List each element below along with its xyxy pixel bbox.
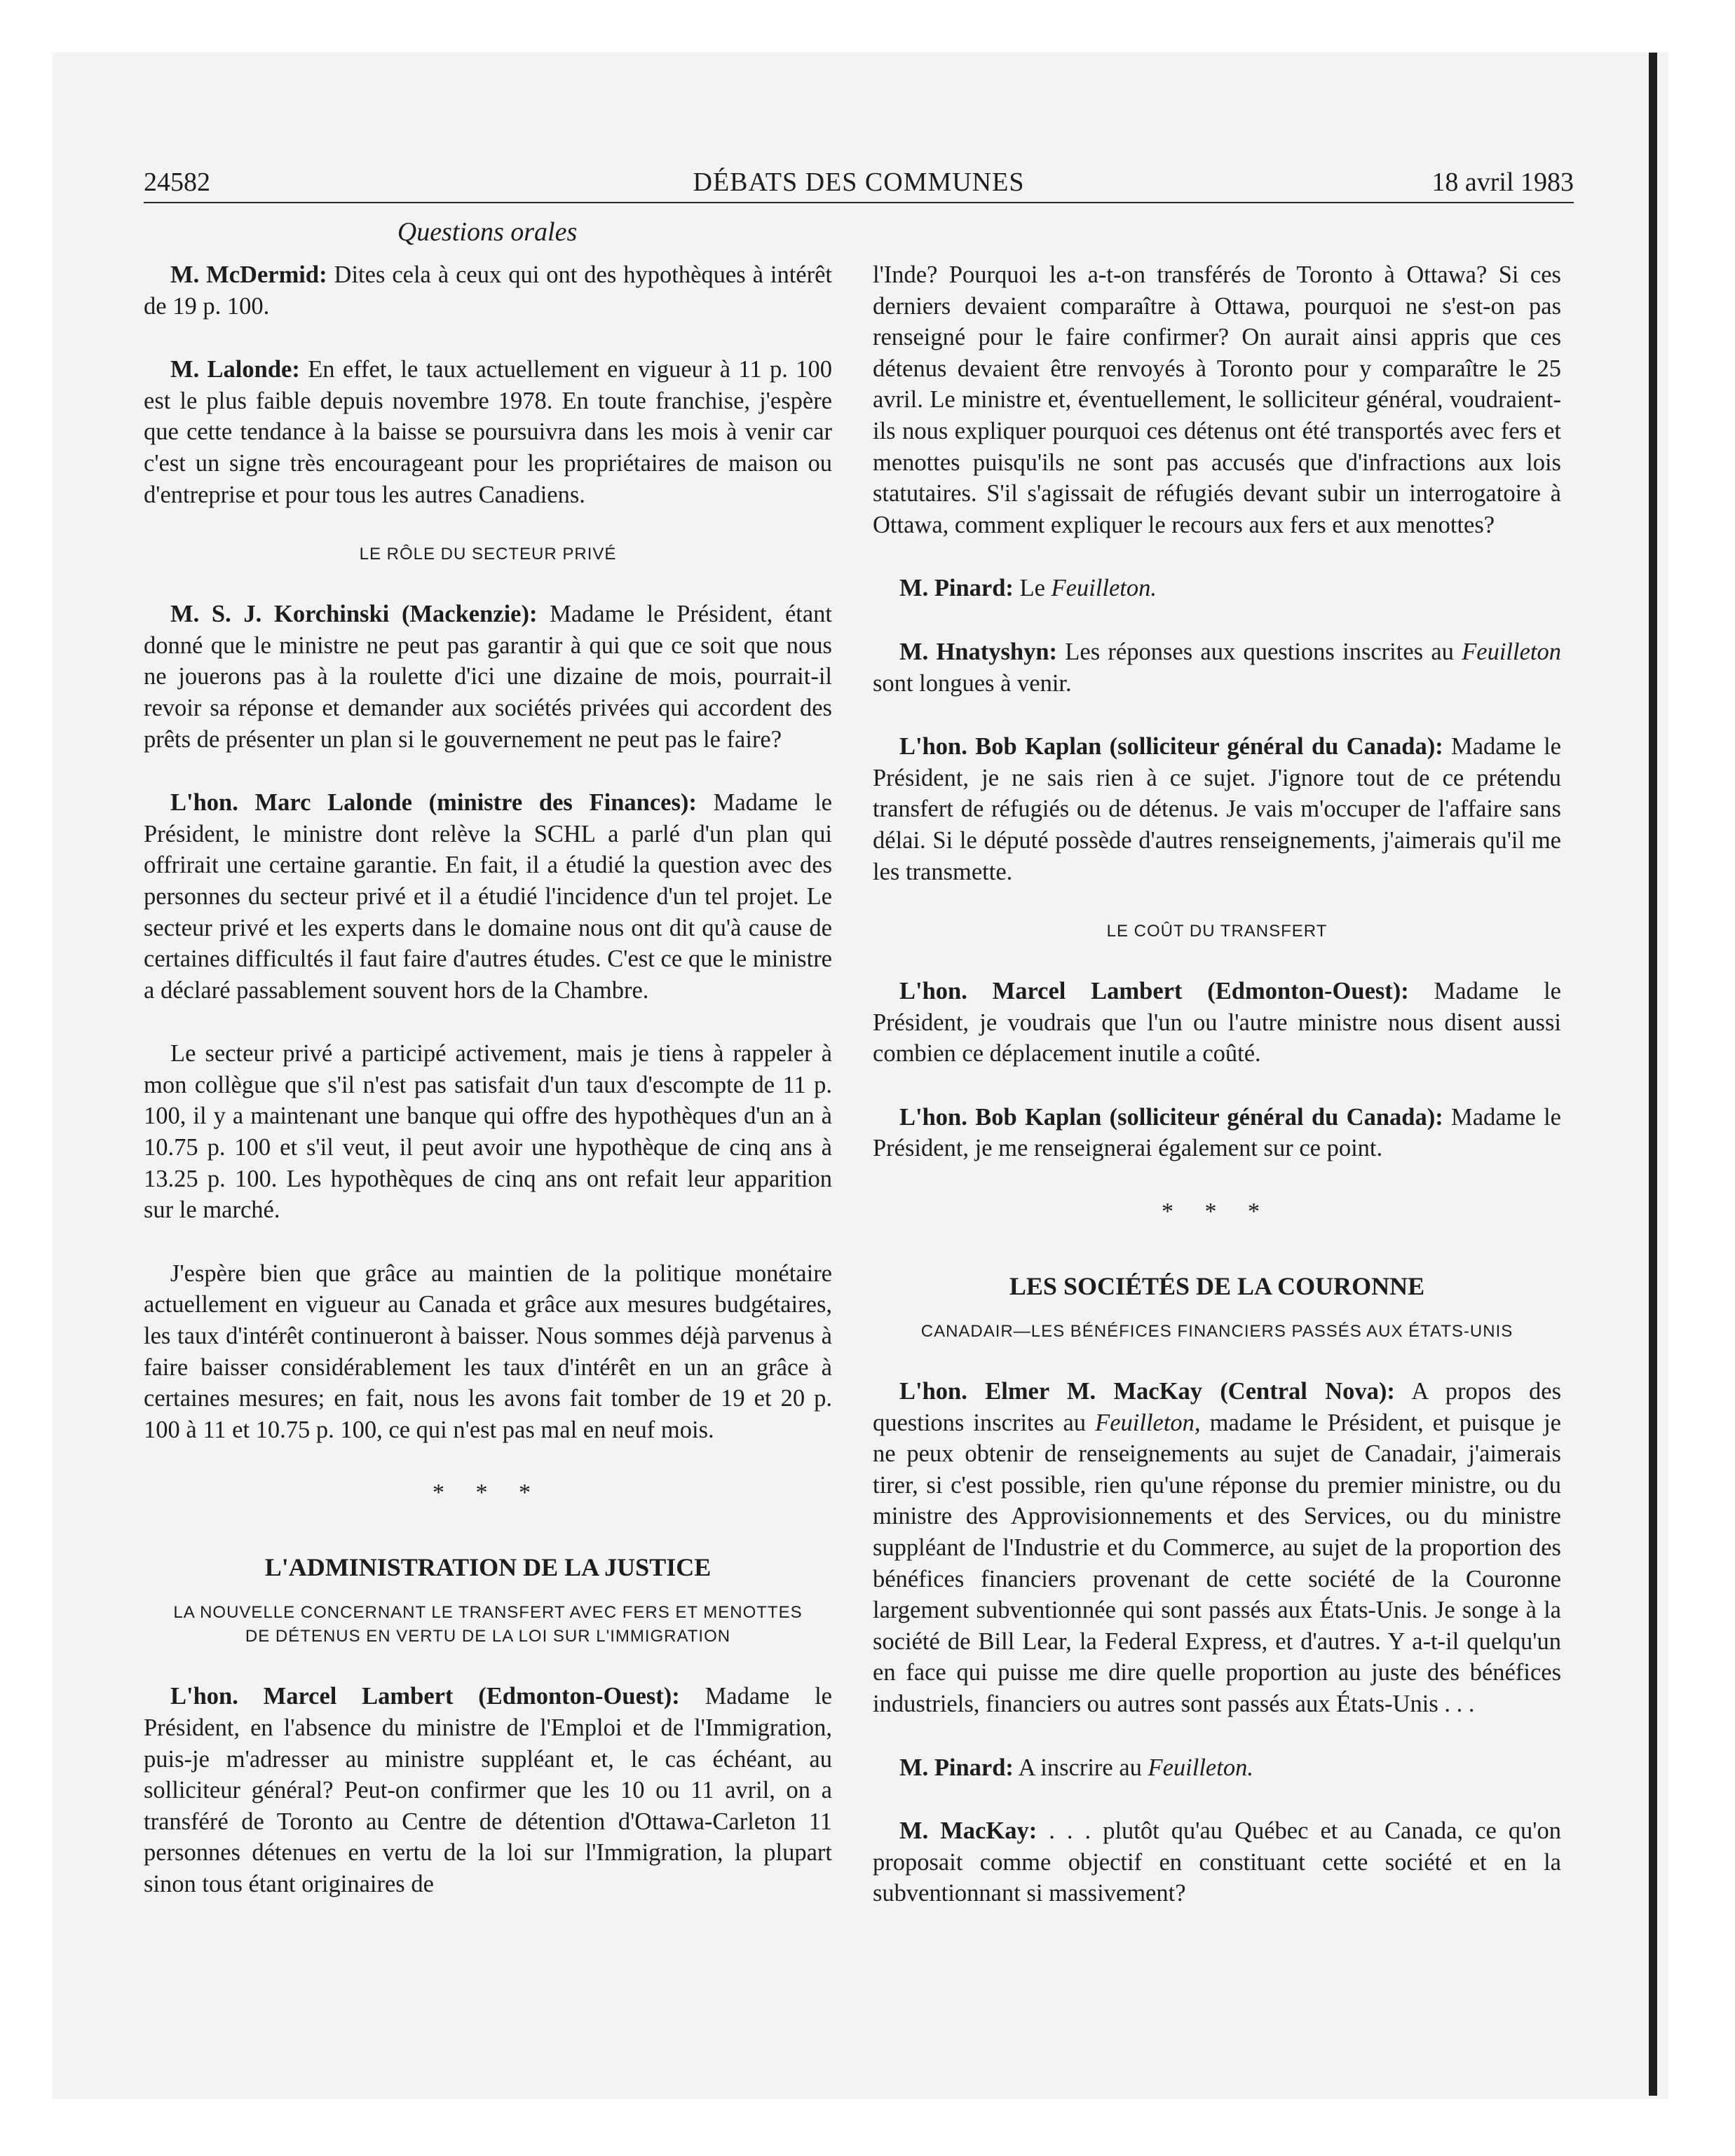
- publication-title: DÉBATS DES COMMUNES: [693, 168, 1025, 197]
- speaker: L'hon. Elmer M. MacKay (Central Nova):: [899, 1378, 1395, 1405]
- italic-text: Feuilleton.: [1051, 575, 1157, 602]
- paragraph: [873, 1752, 1561, 1784]
- major-heading: L'ADMINISTRATION DE LA JUSTICE: [264, 1553, 712, 1582]
- publication-date: 18 avril 1983: [1431, 168, 1574, 197]
- speaker: M. Pinard:: [899, 575, 1014, 602]
- paragraph-text: . . . plutôt qu'au Québec et au Canada, ce qu'on proposait comme objectif en constituant cette société et en la subventionnant si massivement?: [873, 1817, 1562, 1907]
- speaker: M. McDermid:: [170, 261, 327, 288]
- paragraph-text: Madame le Président, je me renseignerai également sur ce point.: [873, 1103, 1561, 1162]
- paragraph: [873, 1376, 1561, 1720]
- paragraph: [873, 573, 1561, 604]
- speaker: L'hon. Marcel Lambert (Edmonton-Ouest):: [899, 978, 1409, 1005]
- subheading: LA NOUVELLE CONCERNANT LE TRANSFERT AVEC FERS ET MENOTTES DE DÉTENUS EN VERTU DE LA LOI SUR L'IMMIGRATION: [173, 1603, 803, 1646]
- paragraph: [144, 787, 832, 1006]
- subheading: LE RÔLE DU SECTEUR PRIVÉ: [359, 545, 617, 564]
- paragraph-text: Dites cela à ceux qui ont des hypothèques à intérêt de 19 p. 100.: [144, 261, 833, 320]
- running-header: [144, 163, 1574, 203]
- section-separator: * * *: [433, 1480, 543, 1506]
- paragraph-text: sont longues à venir.: [873, 669, 1072, 697]
- paragraph: [144, 354, 832, 510]
- speaker: M. S. J. Korchinski (Mackenzie):: [170, 601, 538, 628]
- paragraph-text: A inscrire au: [1013, 1754, 1148, 1781]
- paragraph: [144, 259, 832, 322]
- italic-text: Feuilleton.: [1148, 1754, 1253, 1781]
- paragraph-text: l'Inde? Pourquoi les a-t-on transférés de Toronto à Ottawa? Si ces derniers devaient comparaître à Ottawa, pourquoi ne s'est-on pas renseigné pour le faire confirmer? On aurait ainsi appris que ces détenus devaient être renvoyés à Toronto pour y comparaître le 25 avril. Le ministre et, éventuellement, le solliciteur général, voudraient-ils nous expliquer pourquoi ces détenus ont été transportés avec fers et menottes puisqu'ils ne sont pas accusés que d'infractions aux lois statutaires. S'il s'agissait de réfugiés devant subir un interrogatoire à Ottawa, comment expliquer le recours aux fers et aux menottes?: [873, 261, 1561, 538]
- section-label: Questions orales: [397, 217, 578, 247]
- paragraph-text: Le secteur privé a participé activement, mais je tiens à rappeler à mon collègue que s'il n'est pas satisfait d'un taux d'escompte de 11 p. 100, il y a maintenant une banque qui offre des hypothèques d'un an à 10.75 p. 100 et s'il veut, il peut avoir une hypothèque de cinq ans à 13.25 p. 100. Les hypothèques de cinq ans ont refait leur apparition sur le marché.: [144, 1040, 832, 1224]
- speaker: L'hon. Bob Kaplan (solliciteur général du Canada):: [899, 733, 1443, 760]
- major-heading: LES SOCIÉTÉS DE LA COURONNE: [1009, 1272, 1425, 1301]
- italic-text: Feuilleton: [1462, 638, 1561, 665]
- page-edge-shadow: [1649, 53, 1657, 2096]
- paragraph: [144, 599, 832, 755]
- paragraph: [873, 1102, 1561, 1164]
- speaker: M. Pinard:: [899, 1754, 1014, 1781]
- paragraph: [873, 976, 1561, 1070]
- paragraph-text: J'espère bien que grâce au maintien de la politique monétaire actuellement en vigueur au Canada et grâce aux mesures budgétaires, les taux d'intérêt continueront à baisser. Nous sommes déjà parvenus à faire baisser considérablement les taux d'intérêt en un an grâce à certaines mesures; en fait, nous les avons fait tomber de 19 et 20 p. 100 à 11 et 10.75 p. 100, ce qui n'est pas mal en neuf mois.: [144, 1260, 832, 1443]
- paragraph: [144, 1038, 832, 1226]
- paragraph: [144, 1258, 832, 1446]
- speaker: L'hon. Bob Kaplan (solliciteur général du Canada):: [899, 1103, 1443, 1131]
- paragraph-text: Madame le Président, étant donné que le ministre ne peut pas garantir à qui que ce soit que nous ne jouerons pas à la roulette d'ici une dizaine de mois, pourrait-il revoir sa réponse et demander aux sociétés privées qui accordent des prêts de présenter un plan si le gouvernement ne peut pas le faire?: [144, 601, 832, 753]
- italic-text: Feuilleton,: [1095, 1409, 1201, 1436]
- paragraph: [873, 731, 1561, 887]
- paragraph: [873, 259, 1561, 540]
- speaker: M. Lalonde:: [170, 356, 300, 383]
- subheading: CANADAIR—LES BÉNÉFICES FINANCIERS PASSÉS AUX ÉTATS-UNIS: [920, 1322, 1513, 1342]
- paragraph-text: Le: [1013, 575, 1052, 602]
- speaker: L'hon. Marcel Lambert (Edmonton-Ouest):: [170, 1683, 680, 1710]
- paragraph-text: Madame le Président, le ministre dont relève la SCHL a parlé d'un plan qui offrirait une certaine garantie. En fait, il a étudié la question avec des personnes du secteur privé et il a étudié l'incidence d'un tel projet. Le secteur privé et les experts dans le domaine nous ont dit qu'à cause de certaines difficultés il faut faire d'autres études. C'est ce que le ministre a déclaré passablement souvent hors de la Chambre.: [144, 789, 832, 1004]
- left-column: [144, 259, 832, 1932]
- paragraph-text: A propos des questions inscrites au: [873, 1378, 1561, 1436]
- paragraph: [873, 636, 1561, 699]
- speaker: M. Hnatyshyn:: [899, 638, 1058, 665]
- paragraph-text: En effet, le taux actuellement en vigueur à 11 p. 100 est le plus faible depuis novembre 1978. En toute franchise, j'espère que cette tendance à la baisse se poursuivra dans les mois à venir car c'est un signe très encourageant pour les propriétaires de maison ou d'entreprise et pour tous les autres Canadiens.: [144, 356, 832, 508]
- paragraph-text: Madame le Président, je ne sais rien à ce sujet. J'ignore tout de ce prétendu transfert de réfugiés ou de détenus. Je vais m'occuper de l'affaire sans délai. Si le député possède d'autres renseignements, j'aimerais qu'il me les transmette.: [873, 733, 1561, 885]
- section-separator: * * *: [1162, 1199, 1272, 1225]
- right-column: [873, 259, 1561, 1942]
- page-number: 24582: [144, 168, 210, 197]
- speaker: L'hon. Marc Lalonde (ministre des Finances):: [170, 789, 697, 817]
- paragraph-text: madame le Président, et puisque je ne peux obtenir de renseignements au sujet de Canadair, j'aimerais tirer, si c'est possible, rien qu'une réponse du premier ministre, ou du ministre des Approvisionnements et des Services, ou du ministre suppléant de l'Industrie et du Commerce, au sujet de la proportion des bénéfices financiers provenant de cette société de la Couronne largement subventionnée qui sont passés aux États-Unis. Je songe à la société de Bill Lear, la Federal Express, et d'autres. Y a-t-il quelqu'un en face qui puisse me dire quelle proportion au juste des bénéfices industriels, financiers ou autres sont passés aux États-Unis . . .: [873, 1409, 1561, 1717]
- paragraph: [873, 1815, 1561, 1909]
- paragraph-text: Les réponses aux questions inscrites au: [1057, 638, 1462, 665]
- paragraph-text: Madame le Président, en l'absence du ministre de l'Emploi et de l'Immigration, puis-je m'adresser au ministre suppléant et, le cas échéant, au solliciteur général? Peut-on confirmer que les 10 ou 11 avril, on a transféré de Toronto au Centre de détention d'Ottawa-Carleton 11 personnes détenues en vertu de la loi sur l'Immigration, la plupart sinon tous étant originaires de: [144, 1683, 832, 1897]
- speaker: M. MacKay:: [899, 1817, 1037, 1845]
- paragraph: [144, 1681, 832, 1899]
- subheading: LE COÛT DU TRANSFERT: [1106, 922, 1328, 941]
- paragraph-text: Madame le Président, je voudrais que l'un ou l'autre ministre nous disent aussi combien ce déplacement inutile a coûté.: [873, 978, 1561, 1067]
